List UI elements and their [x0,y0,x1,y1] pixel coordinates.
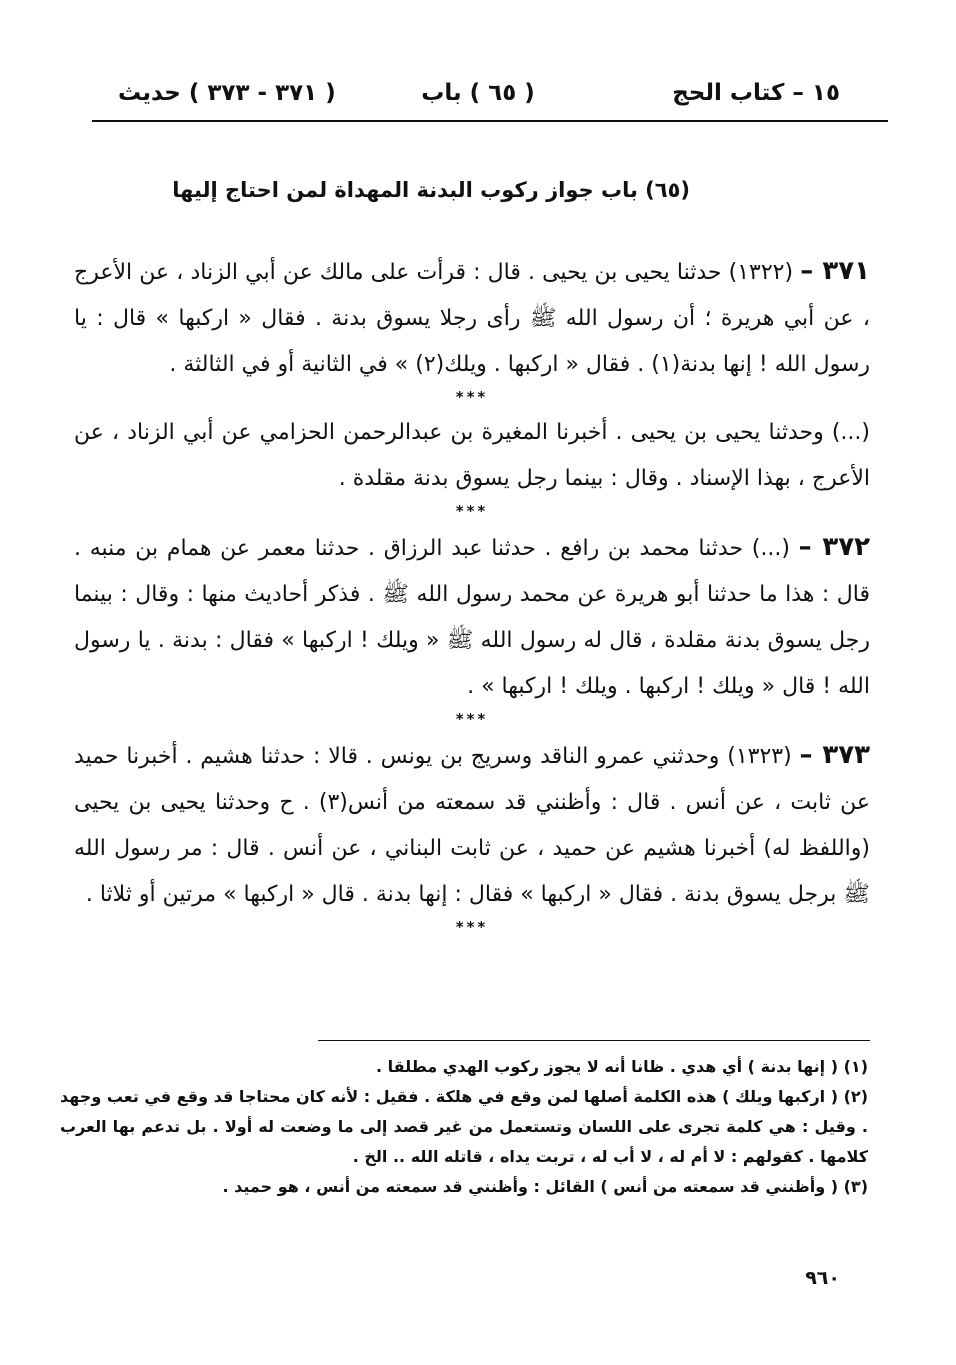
hadith-373 [74,732,870,918]
footnote-2: (٢) ( اركبها ويلك ) هذه الكلمة أصلها لمن وقع في هلكة . فقيل : لأنه كان محتاجا قد وقع في تعب وجهد . وقيل : هي كلمة تجرى على اللسان وتستعمل من غير قصد إلى ما وضعت له أولا . بل تدعم بها العرب كلامها . كقولهم : لا أم له ، لا أب له ، تربت يداه ، قاتله الله .. الخ . [60,1087,868,1166]
page-number: ٩٦٠ [805,1267,840,1289]
section-separator: *** [455,502,489,520]
hadith-371 [74,248,870,388]
chapter-title: (٦٥) باب جواز ركوب البدنة المهداة لمن احتاج إليها [172,178,690,202]
hadith-372 [74,524,870,710]
hadith-text: (...) حدثنا محمد بن رافع . حدثنا عبد الرزاق . حدثنا معمر عن همام بن منبه . قال : هذا ما حدثنا أبو هريرة عن محمد رسول الله ﷺ . فذكر أحاديث منها : وقال : بينما رجل يسوق بدنة مقلدة ، قال له رسول الله ﷺ « ويلك ! اركبها » فقال : بدنة . يا رسول الله ! قال « ويلك ! اركبها . ويلك ! اركبها » . [74,536,870,699]
footnotes [60,1052,868,1202]
hadith-text: (١٣٢٢) حدثنا يحيى بن يحيى . قال : قرأت على مالك عن أبي الزناد ، عن الأعرج ، عن أبي هريرة ؛ أن رسول الله ﷺ رأى رجلا يسوق بدنة . فقال « اركبها » قال : يا رسول الله ! إنها بدنة(١) . فقال « اركبها . ويلك(٢) » في الثانية أو في الثالثة . [74,260,870,377]
header-chapter: ( ٦٥ ) باب [421,80,535,106]
footnote-1: (١) ( إنها بدنة ) أي هدي . ظانا أنه لا يجوز ركوب الهدي مطلقا . [375,1057,868,1076]
section-separator: *** [455,918,489,936]
section-separator: *** [455,388,489,406]
hadith-text: (...) وحدثنا يحيى بن يحيى . أخبرنا المغيرة بن عبدالرحمن الحزامي عن أبي الزناد ، عن الأعرج ، بهذا الإسناد . وقال : بينما رجل يسوق بدنة مقلدة . [74,420,870,491]
hadith-text: (١٣٢٣) وحدثني عمرو الناقد وسريج بن يونس . قالا : حدثنا هشيم . أخبرنا حميد عن ثابت ، عن أنس . قال : وأظنني قد سمعته من أنس(٣) . ح وحدثنا يحيى بن يحيى (واللفظ له) أخبرنا هشيم عن حميد ، عن ثابت البناني ، عن أنس . قال : مر رسول الله ﷺ برجل يسوق بدنة . فقال « اركبها » فقال : إنها بدنة . قال « اركبها » مرتين أو ثلاثا . [74,744,870,907]
hadith-number: ٣٧٣ – [799,740,870,770]
hadith-body [74,248,870,940]
hadith-number: ٣٧٢ – [798,532,870,562]
header-divider [92,120,888,122]
footnote-3: (٣) ( وأظنني قد سمعته من أنس ) القائل : وأظنني قد سمعته من أنس ، هو حميد . [222,1177,868,1196]
header-hadith-range: ( ٣٧١ - ٣٧٣ ) حديث [118,80,336,106]
header-book-title: ١٥ – كتاب الحج [672,80,840,106]
running-header [118,80,840,116]
hadith-number: ٣٧١ – [800,256,870,286]
section-separator: *** [455,710,489,728]
hadith-371-variant [74,410,870,502]
footnote-divider [318,1040,870,1041]
